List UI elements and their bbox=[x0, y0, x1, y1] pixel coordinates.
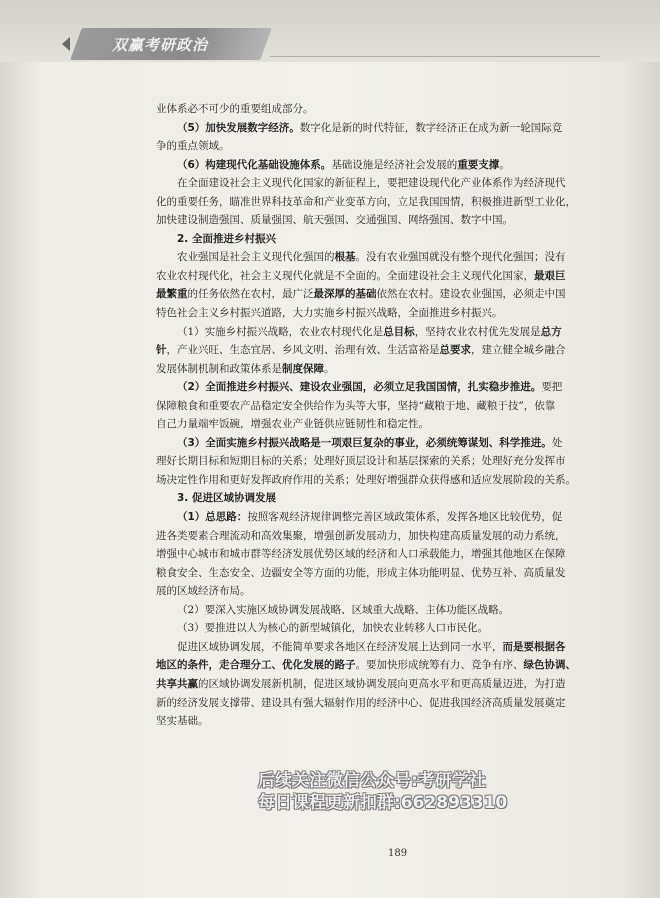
text-span: 新的经济发展支撑带、建设具有强大辐射作用的经济中心、促进我国经济高质量发展奠定 bbox=[156, 696, 566, 709]
text-line bbox=[156, 694, 646, 713]
text-span: 理好长期目标和短期目标的关系；处理好顶层设计和基层探索的关系；处理好充分发挥市 bbox=[156, 455, 566, 468]
text-span: 农业强国是社会主义现代化强国的 bbox=[177, 251, 335, 264]
bold-text: （3）全面实施乡村振兴战略是一项艰巨复杂的事业，必须统筹谋划、科学推进。 bbox=[177, 436, 552, 449]
text-span: 促进区域协调发展，不能简单要求各地区在经济发展上达到同一水平， bbox=[177, 640, 503, 653]
bold-text: 重要支撑 bbox=[457, 158, 500, 171]
bold-text: 绿色协调、 bbox=[523, 659, 576, 672]
bold-text: 总要求 bbox=[439, 344, 471, 357]
text-span: 农业农村现代化，社会主义现代化就是不全面的。全面建设社会主义现代化国家， bbox=[156, 269, 534, 282]
bold-text: （2）全面推进乡村振兴、建设农业强国，必须立足我国国情，扎实稳步推进。 bbox=[177, 381, 542, 394]
header-arrow-icon bbox=[62, 37, 70, 51]
watermark-line-2: 每日课程更新扣群:662893310 bbox=[258, 793, 508, 813]
text-span: 业体系必不可少的重要组成部分。 bbox=[156, 103, 314, 115]
text-line bbox=[156, 285, 646, 304]
text-line bbox=[156, 619, 646, 638]
text-span: 展的区域经济布局。 bbox=[156, 585, 251, 598]
bold-text: 共享共赢 bbox=[156, 677, 198, 690]
text-span: 加快建设制造强国、质量强国、航天强国、交通强国、网络强国、数字中国。 bbox=[156, 214, 513, 227]
text-line bbox=[156, 360, 646, 379]
text-span: 保障粮食和重要农产品稳定安全供给作为头等大事，坚持“藏粮于地、藏粮于技”，依靠 bbox=[156, 399, 556, 412]
text-span: 。 bbox=[499, 158, 510, 171]
bold-text: 总目标 bbox=[383, 325, 415, 338]
text-line bbox=[156, 527, 646, 546]
text-line bbox=[156, 119, 646, 138]
text-span: 。 bbox=[324, 362, 335, 375]
text-span: （3）要推进以人为核心的新型城镇化，加快农业转移人口市民化。 bbox=[177, 622, 489, 635]
text-line bbox=[156, 174, 646, 193]
watermark-line-1: 后续关注微信公众号:考研学社 bbox=[258, 771, 486, 791]
bold-text: 2. 全面推进乡村振兴 bbox=[177, 232, 276, 245]
text-line bbox=[156, 100, 646, 119]
text-span: 的任务依然在农村，最广泛 bbox=[187, 288, 314, 301]
text-span: 进各类要素合理流动和高效集聚，增强创新发展动力，加快构建高质量发展的动力系统， bbox=[156, 529, 566, 542]
bold-text: 3. 促进区域协调发展 bbox=[177, 492, 276, 505]
bold-text: 地区的条件，走合理分工、优化发展的路子 bbox=[156, 659, 356, 672]
bold-text: 根基 bbox=[334, 251, 356, 264]
bold-text: 制度保障 bbox=[282, 362, 324, 375]
body-text bbox=[156, 100, 646, 731]
text-line bbox=[156, 304, 646, 323]
text-line bbox=[156, 211, 646, 230]
text-line bbox=[156, 675, 646, 694]
bold-text: （6）构建现代化基础设施体系。 bbox=[177, 158, 332, 171]
text-line bbox=[156, 656, 646, 675]
watermark bbox=[258, 770, 507, 814]
text-span: 自己力量端牢饭碗，增强农业产业链供应链韧性和稳定性。 bbox=[156, 418, 429, 431]
bold-text: 针 bbox=[156, 344, 167, 357]
text-span: 在全面建设社会主义现代化国家的新征程上，要把建设现代化产业体系作为经济现代 bbox=[177, 177, 566, 190]
text-line bbox=[156, 712, 646, 731]
bold-text: 最繁重 bbox=[156, 288, 188, 301]
text-line bbox=[156, 471, 646, 490]
text-span: 数字化是新的时代特征，数字经济正在成为新一轮国际竞 bbox=[299, 121, 563, 134]
text-span: 基础设施是经济社会发展的 bbox=[331, 158, 458, 171]
text-span: 。没有农业强国就没有整个现代化强国；没有 bbox=[355, 251, 566, 264]
text-line bbox=[156, 378, 646, 397]
text-line bbox=[156, 434, 646, 453]
text-span: 发展体制机制和政策体系是 bbox=[156, 362, 282, 375]
text-span: （2）要深入实施区域协调发展战略、区域重大战略、主体功能区战略。 bbox=[177, 603, 510, 616]
text-line bbox=[156, 248, 646, 267]
text-line bbox=[156, 415, 646, 434]
bold-text: 而是要根据各 bbox=[502, 640, 566, 653]
text-span: 增强中心城市和城市群等经济发展优势区域的经济和人口承载能力，增强其他地区在保障 bbox=[156, 548, 566, 561]
text-line bbox=[156, 137, 646, 156]
text-line bbox=[156, 156, 646, 175]
text-line bbox=[156, 601, 646, 620]
text-span: 按照客观经济规律调整完善区域政策体系，发挥各地区比较优势，促 bbox=[247, 511, 563, 524]
text-span: 依然在农村。建设农业强国，必须走中国 bbox=[376, 288, 566, 301]
text-span: 要把 bbox=[541, 381, 563, 394]
text-span: 粮食安全、生态安全、边疆安全等方面的功能，形成主体功能明显、优势互补、高质量发 bbox=[156, 566, 566, 579]
text-span: ，建立健全城乡融合 bbox=[471, 344, 566, 357]
bold-text: 总方 bbox=[540, 325, 562, 338]
bold-text: 最深厚的基础 bbox=[313, 288, 377, 301]
text-line bbox=[156, 638, 646, 657]
text-line bbox=[156, 267, 646, 286]
text-span: 争的重点领域。 bbox=[156, 140, 230, 153]
text-span: 。要加快形成统筹有力、竞争有序、 bbox=[355, 659, 524, 672]
text-line bbox=[156, 489, 646, 508]
text-line bbox=[156, 545, 646, 564]
text-line bbox=[156, 323, 646, 342]
bold-text: （5）加快发展数字经济。 bbox=[177, 121, 300, 134]
text-span: 坚实基础。 bbox=[156, 715, 209, 728]
text-line bbox=[156, 230, 646, 249]
text-span: 化的重要任务，瞄准世界科技革命和产业变革方向，立足我国国情，积极推进新型工业化， bbox=[156, 195, 576, 208]
text-line bbox=[156, 193, 646, 212]
text-line bbox=[156, 564, 646, 583]
text-span: ，产业兴旺、生态宜居、乡风文明、治理有效、生活富裕是 bbox=[166, 344, 440, 357]
text-span: 场决定性作用和更好发挥政府作用的关系；处理好增强群众获得感和适应发展阶段的关系。 bbox=[156, 473, 576, 486]
text-span: 特色社会主义乡村振兴道路，大力实施乡村振兴战略，全面推进乡村振兴。 bbox=[156, 307, 503, 320]
text-line bbox=[156, 341, 646, 360]
book-title: 双赢考研政治 bbox=[112, 36, 209, 54]
text-line bbox=[156, 397, 646, 416]
text-line bbox=[156, 452, 646, 471]
bold-text: 最艰巨 bbox=[534, 269, 566, 282]
text-span: 的区域协调发展新机制，促进区域协调发展向更高水平和更高质量迈进，为打造 bbox=[198, 677, 566, 690]
page-number: 189 bbox=[388, 848, 408, 859]
text-line bbox=[156, 582, 646, 601]
text-span: ，坚持农业农村优先发展是 bbox=[414, 325, 541, 338]
bold-text: （1）总思路： bbox=[177, 511, 248, 524]
text-span: 处 bbox=[551, 436, 563, 449]
text-line bbox=[156, 508, 646, 527]
text-span: （1）实施乡村振兴战略，农业农村现代化是 bbox=[177, 325, 384, 338]
header-rule bbox=[270, 56, 600, 57]
